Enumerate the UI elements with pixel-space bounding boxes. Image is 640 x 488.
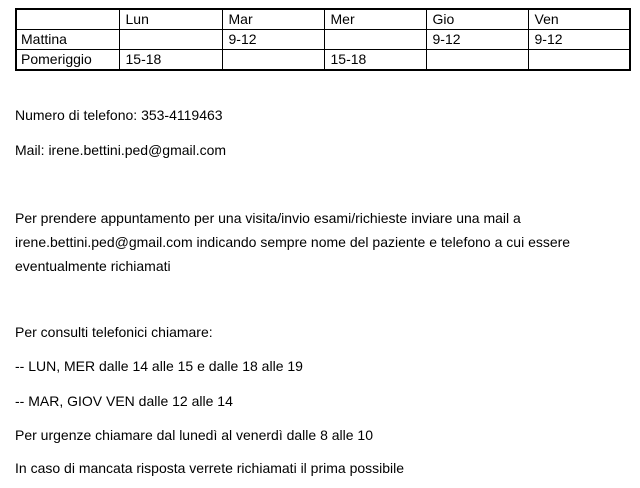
cell-mattina-mar: 9-12 <box>222 30 324 50</box>
header-gio: Gio <box>426 9 528 30</box>
row-label-mattina: Mattina <box>16 30 119 50</box>
schedule-row-mattina <box>16 30 630 50</box>
cell-mattina-lun <box>119 30 222 50</box>
appointment-line: eventualmente richiamati <box>15 258 171 274</box>
email-text: Mail: irene.bettini.ped@gmail.com <box>15 142 227 158</box>
cell-mattina-mer <box>324 30 426 50</box>
appointment-line: Per prendere appuntamento per una visita/invio esami/richieste inviare una mail a <box>15 210 521 226</box>
appointment-paragraph <box>15 206 630 278</box>
cell-mattina-ven: 9-12 <box>528 30 630 50</box>
row-label-pomeriggio: Pomeriggio <box>16 50 119 71</box>
header-mar: Mar <box>222 9 324 30</box>
cell-mattina-gio: 9-12 <box>426 30 528 50</box>
phone-number-text: Numero di telefono: 353-4119463 <box>15 107 223 123</box>
schedule-corner-cell <box>16 9 119 30</box>
cell-pomeriggio-mar <box>222 50 324 71</box>
appointment-line: irene.bettini.ped@gmail.com indicando sempre nome del paziente e telefono a cui essere <box>15 234 571 250</box>
header-ven: Ven <box>528 9 630 30</box>
urgent-calls-text: Per urgenze chiamare dal lunedì al venerdì dalle 8 alle 10 <box>15 427 374 443</box>
cell-pomeriggio-lun: 15-18 <box>119 50 222 71</box>
callback-notice-text: In caso di mancata risposta verrete richiamati il prima possibile <box>15 460 405 476</box>
cell-pomeriggio-mer: 15-18 <box>324 50 426 71</box>
phone-consults-slot-lun-mer: -- LUN, MER dalle 14 alle 15 e dalle 18 alle 19 <box>15 358 303 374</box>
schedule-header-row <box>16 9 630 30</box>
header-mer: Mer <box>324 9 426 30</box>
phone-consults-intro: Per consulti telefonici chiamare: <box>15 324 213 340</box>
cell-pomeriggio-ven <box>528 50 630 71</box>
header-lun: Lun <box>119 9 222 30</box>
schedule-table <box>15 8 631 71</box>
cell-pomeriggio-gio <box>426 50 528 71</box>
schedule-row-pomeriggio <box>16 50 630 71</box>
phone-consults-slot-mar-gio-ven: -- MAR, GIOV VEN dalle 12 alle 14 <box>15 393 233 409</box>
